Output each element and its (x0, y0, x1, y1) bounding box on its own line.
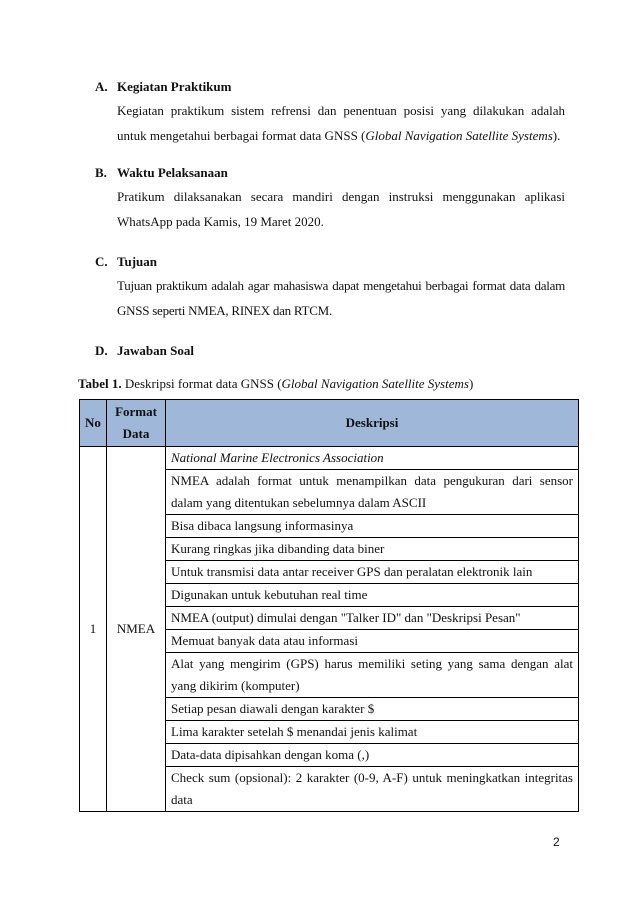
cell-description: Lima karakter setelah $ menandai jenis kalimat (166, 721, 579, 744)
section-letter: C. (95, 254, 108, 269)
table-row (80, 447, 579, 470)
page-number: 2 (553, 835, 560, 849)
section-heading (95, 253, 565, 271)
section-title: Waktu Pelaksanaan (117, 165, 228, 180)
section-waktu-pelaksanaan (95, 164, 565, 234)
cell-description: Untuk transmisi data antar receiver GPS dan peralatan elektronik lain (166, 561, 579, 584)
section-body (117, 99, 565, 148)
cell-description: NMEA adalah format untuk menampilkan data pengukuran dari sensor dalam yang ditentukan sebelumnya dalam ASCII (166, 470, 579, 515)
cell-description: Bisa dibaca langsung informasinya (166, 515, 579, 538)
section-letter: D. (95, 343, 108, 358)
table-header-row (80, 400, 579, 447)
section-letter: B. (95, 165, 107, 180)
section-title: Jawaban Soal (117, 343, 194, 358)
section-title: Kegiatan Praktikum (117, 79, 232, 94)
body-italic-text: Global Navigation Satellite Systems (365, 127, 553, 143)
table-caption (78, 375, 473, 393)
body-end-text: ). (552, 127, 561, 143)
caption-end: ) (468, 376, 474, 391)
format-data-table (79, 399, 579, 812)
section-body: Pratikum dilaksanakan secara mandiri dengan instruksi menggunakan aplikasi WhatsApp pada Kamis, 19 Maret 2020. (117, 189, 565, 229)
section-title: Tujuan (117, 254, 157, 269)
caption-text: Deskripsi format data GNSS ( (121, 376, 282, 391)
section-tujuan (95, 253, 565, 323)
cell-description: Digunakan untuk kebutuhan real time (166, 584, 579, 607)
cell-description: NMEA (output) dimulai dengan "Talker ID" dan "Deskripsi Pesan" (166, 607, 579, 630)
cell-description: Kurang ringkas jika dibanding data biner (166, 538, 579, 561)
section-heading (95, 78, 565, 96)
cell-description: Alat yang mengirim (GPS) harus memiliki seting yang sama dengan alat yang dikirim (komputer) (166, 653, 579, 698)
table-body (80, 447, 579, 812)
cell-format: NMEA (107, 447, 166, 812)
header-format: Format Data (107, 400, 166, 447)
section-letter: A. (95, 79, 108, 94)
body-text: Kegiatan praktikum sistem refrensi dan penentuan posisi yang dilakukan adalah untuk mengetahui berbagai format data GNSS ( (117, 103, 565, 143)
caption-italic-text: Global Navigation Satellite Systems (281, 376, 469, 391)
cell-description: National Marine Electronics Association (166, 447, 579, 470)
caption-label: Tabel 1. (78, 376, 122, 391)
cell-description: Data-data dipisahkan dengan koma (,) (166, 744, 579, 767)
section-kegiatan-praktikum (95, 78, 565, 148)
section-heading (95, 342, 565, 360)
section-body: Tujuan praktikum adalah agar mahasiswa dapat mengetahui berbagai format data dalam GNSS seperti NMEA, RINEX dan RTCM. (117, 278, 565, 318)
cell-description: Check sum (opsional): 2 karakter (0-9, A-F) untuk meningkatkan integritas data (166, 767, 579, 812)
section-heading (95, 164, 565, 182)
cell-description: Memuat banyak data atau informasi (166, 630, 579, 653)
section-jawaban-soal (95, 342, 565, 360)
cell-description: Setiap pesan diawali dengan karakter $ (166, 698, 579, 721)
header-no: No (80, 400, 107, 447)
header-description: Deskripsi (166, 400, 579, 447)
cell-no: 1 (80, 447, 107, 812)
